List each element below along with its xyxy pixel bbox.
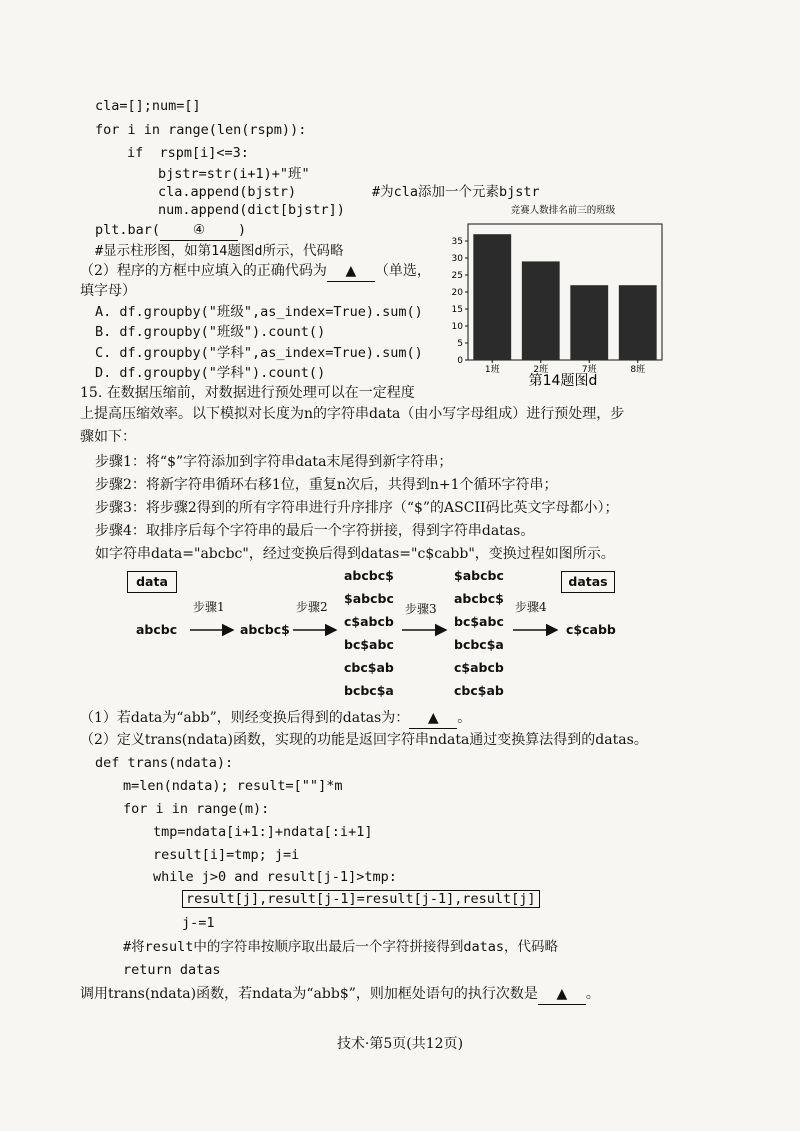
option-a: A. df.groupby("班级",as_index=True).sum() (95, 304, 423, 320)
flow-rotation: c$abcb (344, 614, 394, 629)
bar-chart (430, 198, 670, 388)
data-box: data (127, 571, 177, 593)
code-line: tmp=ndata[i+1:]+ndata[:i+1] (153, 824, 373, 840)
chart-title: 竞赛人数排名前三的班级 (510, 205, 616, 216)
y-tick-label: 0 (457, 356, 463, 366)
boxed-code: result[j],result[j-1]=result[j-1],result[j] (182, 890, 540, 908)
q15-intro-2: 上提高压缩效率。以下模拟对长度为n的字符串data（由小写字母组成）进行预处理，步 (80, 406, 625, 422)
q15-step-4: 步骤4：取排序后每个字符串的最后一个字符拼接，得到字符串datas。 (95, 523, 535, 539)
boxed-statement (182, 889, 540, 909)
code-line: cla=[];num=[] (95, 98, 201, 114)
code-line: def trans(ndata): (95, 755, 234, 771)
bar (473, 234, 511, 360)
code-line: for i in range(m): (123, 801, 270, 817)
chart-bars (473, 234, 656, 360)
y-tick-label: 15 (451, 305, 463, 315)
code-line: for i in range(len(rspm)): (95, 122, 307, 138)
page-footer: 技术·第5页(共12页) (336, 1036, 464, 1052)
q15-2-stem: （2）定义trans(ndata)函数，实现的功能是返回字符串ndata通过变换算法得到的datas。 (80, 732, 648, 748)
code-text: plt.bar( (95, 222, 161, 238)
flow-rotation: bcbc$a (344, 683, 394, 698)
flow-rotation: bc$abc (344, 637, 394, 652)
y-tick-label: 5 (457, 339, 463, 349)
flow-step-label: 步骤3 (405, 602, 437, 616)
stem-text: 。 (585, 986, 600, 1002)
option-c: C. df.groupby("学科",as_index=True).sum() (95, 345, 423, 361)
y-tick-label: 10 (451, 322, 463, 332)
answer-marker: ▲ (409, 708, 457, 729)
stem-text: 调用trans(ndata)函数，若ndata为“abb$”，则加框处语句的执行次数是 (80, 986, 538, 1002)
answer-marker: ▲ (538, 984, 586, 1005)
q15-intro-3: 骤如下： (80, 429, 136, 445)
answer-blank-4: ④ (160, 220, 238, 241)
code-line: m=len(ndata); result=[""]*m (123, 778, 343, 794)
flow-step-label: 步骤1 (193, 600, 225, 614)
bar (570, 285, 608, 360)
code-line: cla.append(bjstr) (158, 184, 297, 200)
stem-text: （2）程序的方框中应填入的正确代码为 (80, 263, 327, 279)
code-line: j-=1 (182, 915, 215, 931)
answer-marker: ▲ (327, 261, 375, 282)
datas-box: datas (561, 571, 615, 593)
q15-example: 如字符串data="abcbc"，经过变换后得到datas="c$cabb"，变换过程如图所示。 (95, 546, 615, 562)
code-text: ) (238, 222, 247, 238)
flow-step-label: 步骤4 (515, 600, 547, 614)
flow-step-label: 步骤2 (296, 600, 328, 614)
x-tick-label: 8班 (630, 365, 646, 375)
x-tick-label: 7班 (581, 365, 597, 375)
flow-sorted: cbc$ab (454, 683, 504, 698)
q15-step-2: 步骤2：将新字符串循环右移1位，重复n次后，共得到n+1个循环字符串； (95, 477, 558, 493)
q15-intro-1: 15. 在数据压缩前，对数据进行预处理可以在一定程度 (80, 385, 415, 401)
code-line: result[i]=tmp; j=i (153, 847, 300, 863)
flow-input-string: abcbc (136, 622, 178, 637)
flow-rotation: abcbc$ (344, 568, 394, 583)
flow-output-string: c$cabb (566, 622, 616, 637)
stem-text: （单选， (374, 263, 431, 279)
code-line: while j>0 and result[j-1]>tmp: (153, 869, 397, 885)
flow-sorted: bcbc$a (454, 637, 504, 652)
flow-sorted: bc$abc (454, 614, 504, 629)
option-d: D. df.groupby("学科").count() (95, 365, 326, 381)
y-tick-label: 25 (451, 271, 463, 281)
bar (522, 261, 560, 360)
stem-text: （1）若data为“abb”，则经变换后得到的datas为： (80, 710, 410, 726)
y-tick-label: 35 (451, 237, 463, 247)
q15-step-1: 步骤1：将“$”字符添加到字符串data末尾得到新字符串； (95, 454, 453, 470)
flow-sorted: $abcbc (454, 568, 504, 583)
y-tick-label: 20 (451, 288, 463, 298)
flow-sorted: abcbc$ (454, 591, 504, 606)
code-comment: #显示柱形图，如第14题图d所示，代码略 (95, 243, 344, 259)
question-14-2-stem (80, 261, 431, 282)
flow-rotation: cbc$ab (344, 660, 394, 675)
code-line: bjstr=str(i+1)+"班" (158, 166, 310, 182)
flow-rotation: $abcbc (344, 591, 394, 606)
code-line: num.append(dict[bjstr]) (158, 202, 345, 218)
code-line-plt-bar (95, 220, 246, 241)
bar (619, 285, 657, 360)
question-14-2-stem-cont: 填字母） (80, 283, 136, 299)
q15-2-final (80, 984, 600, 1005)
stem-text: 。 (457, 710, 472, 726)
x-tick-label: 2班 (533, 365, 549, 375)
flow-sorted: c$abcb (454, 660, 504, 675)
q15-1-stem (80, 708, 471, 729)
code-line: return datas (123, 962, 221, 978)
code-comment: #为cla添加一个元素bjstr (372, 184, 540, 200)
y-tick-label: 30 (451, 254, 463, 264)
x-tick-label: 1班 (484, 365, 500, 375)
q15-step-3: 步骤3：将步骤2得到的所有字符串进行升序排序（“$”的ASCII码比英文字母都小）； (95, 500, 619, 516)
flow-string: abcbc$ (240, 622, 290, 637)
figure-caption: 第14题图d (528, 373, 598, 388)
code-line: if rspm[i]<=3: (127, 145, 249, 161)
option-b: B. df.groupby("班级").count() (95, 324, 326, 340)
code-comment: #将result中的字符串按顺序取出最后一个字符拼接得到datas，代码略 (123, 939, 559, 955)
